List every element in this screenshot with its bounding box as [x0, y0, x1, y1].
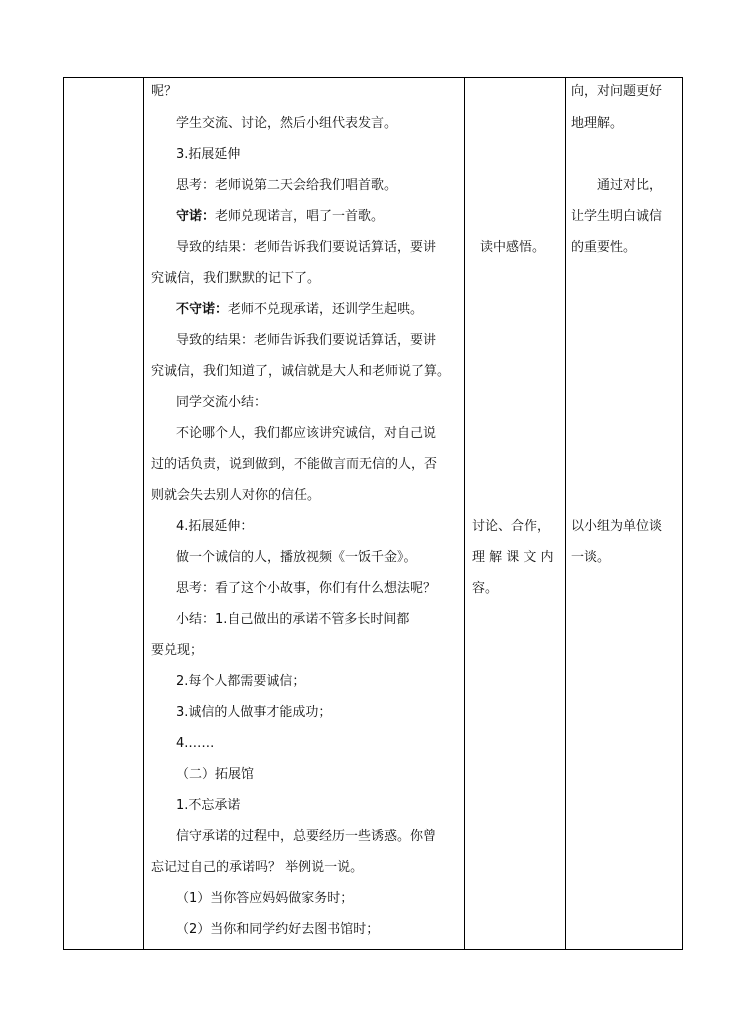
process-line: 忘记过自己的承诺吗？ 举例说一说。 — [151, 860, 364, 875]
intent-line: 让学生明白诚信 — [571, 209, 663, 224]
intent-line: 的重要性。 — [571, 240, 637, 255]
intent-line: 以小组为单位谈 — [571, 519, 663, 534]
process-line: 呢？ — [151, 84, 178, 99]
activity-line: 讨论、合作， — [472, 519, 551, 534]
process-line: 导致的结果：老师告诉我们要说话算话，要讲 — [176, 333, 437, 348]
process-line: 同学交流小结： — [176, 395, 268, 410]
process-line: （二）拓展馆 — [176, 767, 255, 782]
process-line: 4.拓展延伸： — [176, 519, 254, 534]
process-line: 守诺：老师兑现诺言，唱了一首歌。 — [176, 209, 385, 224]
activity-line: 理 解 课 文 内 — [472, 550, 554, 565]
activity-line: 容。 — [472, 581, 499, 596]
process-line: 要兑现； — [151, 643, 204, 658]
process-line: 不守诺：老师不兑现承诺，还训学生起哄。 — [176, 302, 424, 317]
process-line: 过的话负责，说到做到，不能做言而无信的人，否 — [151, 457, 438, 472]
column-divider — [464, 78, 465, 949]
process-line: 信守承诺的过程中，总要经历一些诱惑。你曾 — [176, 829, 437, 844]
lesson-table — [63, 77, 683, 950]
process-line: 究诚信，我们默默的记下了。 — [151, 271, 321, 286]
process-line: 则就会失去别人对你的信任。 — [151, 488, 321, 503]
process-line: 1.不忘承诺 — [176, 798, 241, 813]
process-line: 小结：1.自己做出的承诺不管多长时间都 — [176, 612, 410, 627]
column-divider — [565, 78, 566, 949]
process-line: （2）当你和同学约好去图书馆时； — [176, 922, 380, 937]
process-line: 做一个诚信的人，播放视频《一饭千金》。 — [176, 550, 417, 565]
process-line: 3.拓展延伸 — [176, 147, 241, 162]
process-line: 思考：老师说第二天会给我们唱首歌。 — [176, 178, 398, 193]
intent-line: 通过对比， — [597, 178, 663, 193]
process-line: 4.…… — [176, 736, 215, 751]
process-line: 究诚信，我们知道了，诚信就是大人和老师说了算。 — [151, 364, 451, 379]
process-line: 学生交流、讨论，然后小组代表发言。 — [176, 116, 398, 131]
keep-promise-label: 守诺： — [176, 209, 216, 224]
break-promise-label: 不守诺： — [176, 302, 229, 317]
process-line: 3.诚信的人做事才能成功； — [176, 705, 332, 720]
process-line: 思考：看了这个小故事，你们有什么想法呢？ — [176, 581, 437, 596]
process-line: （1）当你答应妈妈做家务时； — [176, 891, 354, 906]
column-divider — [143, 78, 144, 949]
intent-line: 向，对问题更好 — [571, 84, 663, 99]
activity-line: 读中感悟。 — [480, 240, 546, 255]
process-line: 2.每个人都需要诚信； — [176, 674, 306, 689]
intent-line: 一谈。 — [571, 550, 611, 565]
intent-line: 地理解。 — [571, 116, 624, 131]
process-line: 导致的结果：老师告诉我们要说话算话，要讲 — [176, 240, 437, 255]
process-line: 不论哪个人，我们都应该讲究诚信，对自己说 — [176, 426, 437, 441]
